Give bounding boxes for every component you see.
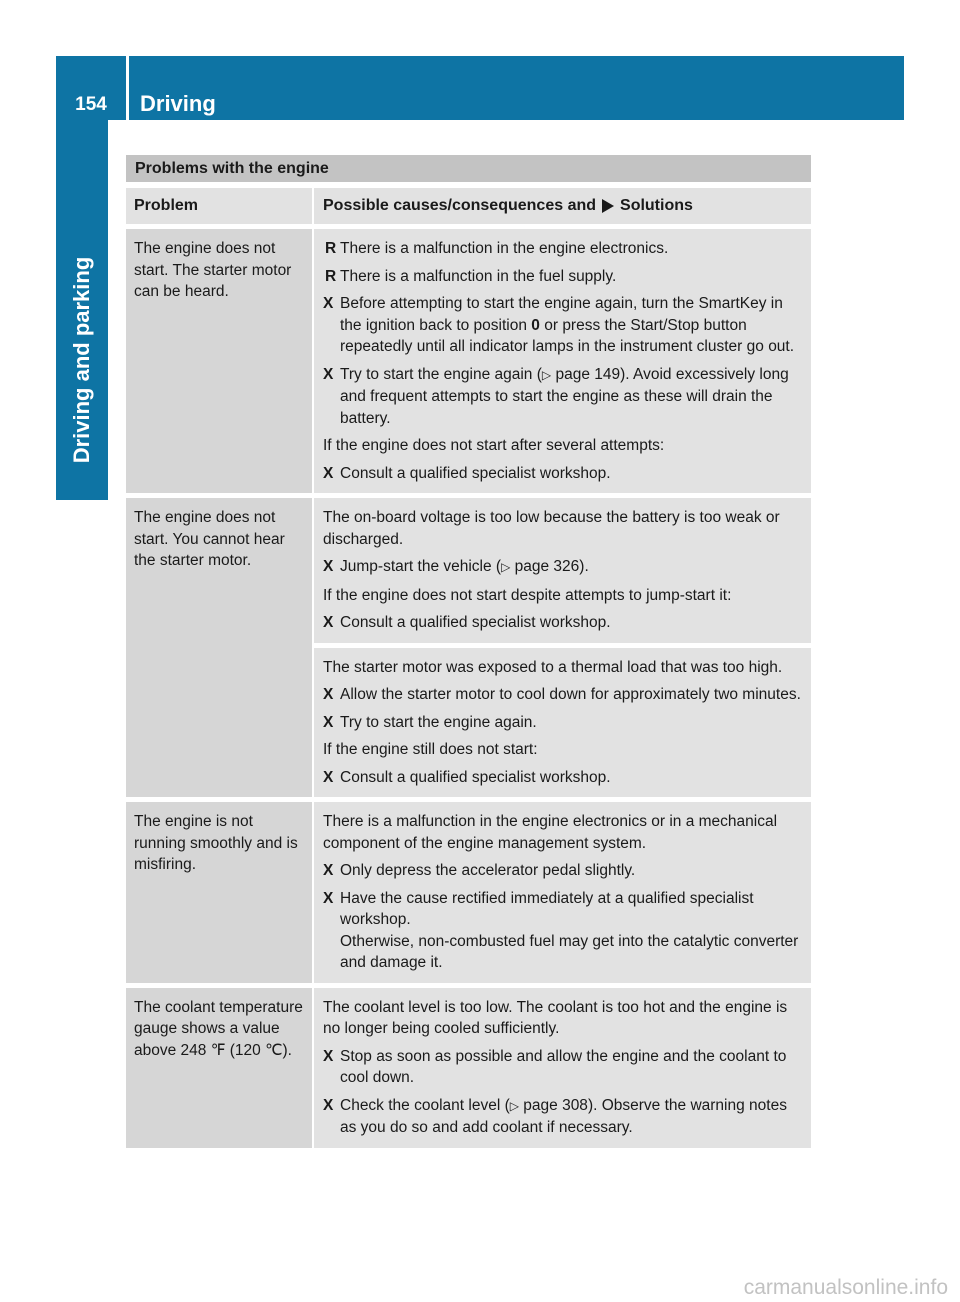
step-text: Allow the starter motor to cool down for approximately two minutes. [340, 686, 801, 703]
action-arrow-icon: X [323, 862, 334, 879]
column-header-problem: Problem [126, 188, 312, 224]
action-arrow-icon: X [323, 768, 334, 786]
action-step [323, 1095, 804, 1139]
action-step [323, 684, 804, 706]
table-row [126, 988, 811, 1148]
column-header-solutions-label: Solutions [620, 197, 693, 214]
action-step [323, 463, 804, 485]
action-step [323, 612, 804, 634]
action-arrow-icon: X [323, 713, 334, 731]
step-text: ). [579, 558, 589, 575]
solutions-column [314, 802, 811, 983]
step-text: Have the cause rectified immediately at a qualified specialist workshop. [340, 889, 754, 928]
solutions-cell [314, 648, 811, 798]
step-text: or press the Start/Stop button repeatedly until all indicator lamps in the instrument cluster go out. [340, 316, 795, 355]
solutions-cell [314, 498, 811, 643]
page-ref-link[interactable]: page 149 [555, 365, 621, 383]
bullet-item [323, 238, 804, 260]
solutions-arrow-icon [602, 199, 614, 213]
step-text: Try to start the engine again. [340, 713, 537, 731]
column-header-solutions [314, 188, 811, 224]
action-step [323, 712, 804, 734]
step-text: Before attempting to start the engine again, turn the SmartKey in the ignition back to position [340, 295, 783, 334]
cause-text: The on-board voltage is too low because the battery is too weak or discharged. [323, 509, 780, 548]
action-arrow-icon: X [323, 614, 334, 631]
bullet-item [323, 266, 804, 288]
action-step [323, 556, 804, 579]
action-arrow-icon: X [323, 295, 334, 312]
solutions-cell [314, 988, 811, 1148]
step-text: Stop as soon as possible and allow the engine and the coolant to cool down. [340, 1047, 787, 1086]
problem-cell: The engine does not start. You cannot hear the starter motor. [126, 498, 312, 797]
page-ref-link[interactable]: page 308 [523, 1096, 588, 1114]
action-arrow-icon: X [323, 558, 334, 575]
action-step [323, 293, 804, 358]
action-arrow-icon: X [323, 889, 334, 907]
bullet-icon: R [325, 267, 337, 285]
step-text: Check the coolant level ( [340, 1096, 510, 1114]
action-step [323, 1046, 804, 1089]
problem-cell: The coolant temperature gauge shows a value above 248 ℉ (120 ℃). [126, 988, 312, 1148]
page-ref-icon: ▷ [541, 367, 552, 382]
position-value: 0 [531, 316, 540, 334]
step-text: There is a malfunction in the engine electronics. [340, 240, 669, 257]
step-text: Try to start the engine again ( [340, 365, 542, 383]
page-ref-icon: ▷ [501, 560, 511, 574]
solutions-column [314, 988, 811, 1148]
table-row [126, 802, 811, 983]
section-title: Driving [140, 91, 216, 116]
solutions-column [314, 229, 811, 493]
step-text: Jump-start the vehicle ( [340, 558, 502, 575]
cause-text: If the engine does not start despite attempts to jump-start it: [323, 586, 732, 604]
action-arrow-icon: X [323, 686, 334, 703]
action-arrow-icon: X [323, 1047, 334, 1065]
watermark: carmanualsonline.info [743, 1276, 948, 1299]
step-text: There is a malfunction in the fuel supply. [340, 267, 617, 285]
solutions-cell [314, 802, 811, 983]
solutions-cell [314, 229, 811, 493]
page-number: 154 [75, 94, 107, 115]
cause-text: The coolant level is too low. The coolant is too hot and the engine is no longer being cooled sufficiently. [323, 998, 788, 1037]
table-header-row [126, 188, 811, 224]
cause-text: If the engine does not start after several attempts: [323, 437, 665, 454]
column-header-causes-label: Possible causes/consequences and [323, 197, 597, 214]
header-divider [126, 56, 129, 120]
action-arrow-icon: X [323, 464, 334, 482]
action-step [323, 860, 804, 882]
side-tab-label: Driving and parking [69, 256, 94, 464]
action-arrow-icon: X [323, 365, 334, 383]
page-ref-icon: ▷ [509, 1098, 519, 1113]
bullet-icon: R [325, 240, 337, 257]
table-title: Problems with the engine [126, 155, 811, 182]
action-step [323, 767, 804, 789]
table-row [126, 498, 811, 797]
step-note: Otherwise, non-combusted fuel may get into the catalytic converter and damage it. [340, 932, 799, 971]
step-text: Consult a qualified specialist workshop. [340, 614, 611, 631]
action-step [323, 888, 804, 974]
problem-cell: The engine is not running smoothly and is misfiring. [126, 802, 312, 983]
problem-cell: The engine does not start. The starter motor can be heard. [126, 229, 312, 493]
cause-text: If the engine still does not start: [323, 741, 538, 758]
solutions-column [314, 498, 811, 797]
step-text: ). Observe the warning notes as you do so and add coolant if necessary. [340, 1096, 787, 1136]
step-text: ). Avoid excessively long and frequent attempts to start the engine as these will drain the battery. [340, 365, 789, 427]
step-text: Only depress the accelerator pedal slightly. [340, 862, 636, 879]
cause-text: The starter motor was exposed to a thermal load that was too high. [323, 658, 783, 676]
cause-text: There is a malfunction in the engine electronics or in a mechanical component of the engine management system. [323, 813, 778, 852]
page-ref-link[interactable]: page 326 [514, 558, 580, 575]
action-arrow-icon: X [323, 1096, 334, 1114]
step-text: Consult a qualified specialist workshop. [340, 768, 611, 786]
table-row [126, 229, 811, 493]
problems-table [126, 188, 811, 1153]
action-step [323, 364, 804, 430]
step-text: Consult a qualified specialist workshop. [340, 464, 611, 482]
